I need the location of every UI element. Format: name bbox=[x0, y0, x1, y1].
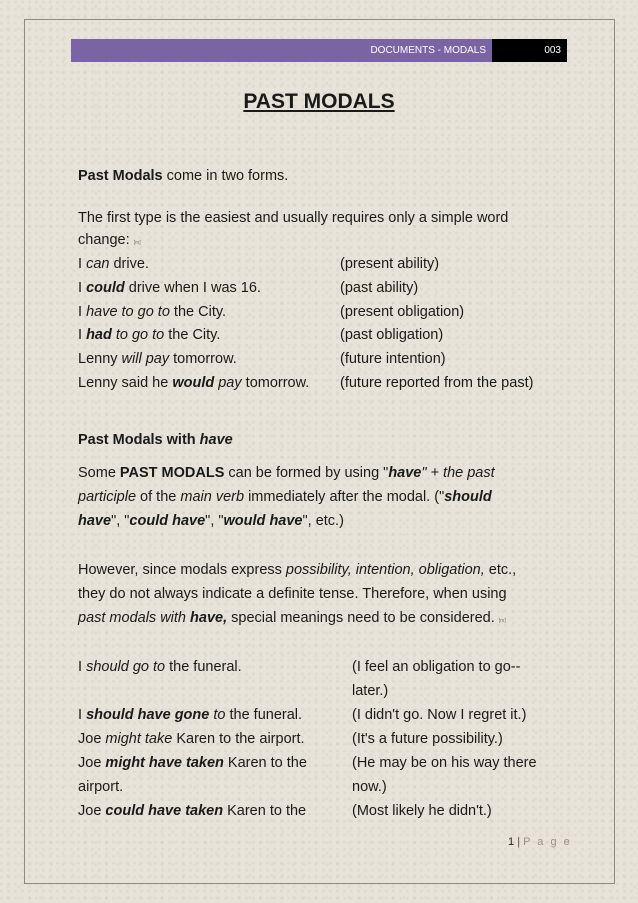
example2-row: Joe might have taken Karen to the bbox=[78, 755, 307, 771]
intro-paragraph-line2: change: [m] bbox=[78, 232, 141, 248]
intro-lead: Past Modals come in two forms. bbox=[78, 168, 289, 184]
example1-row: I could drive when I was 16. bbox=[78, 280, 261, 296]
example1-note: (past ability) bbox=[340, 280, 419, 296]
example2-row: Joe might take Karen to the airport. bbox=[78, 731, 305, 747]
example1-row: I had to go to the City. bbox=[78, 327, 221, 343]
example2-note: (It's a future possibility.) bbox=[352, 731, 503, 747]
footer-page-number: 1 bbox=[508, 836, 515, 848]
page-footer bbox=[508, 836, 572, 848]
example2-note: (He may be on his way there bbox=[352, 755, 537, 771]
footer-separator: | bbox=[517, 836, 521, 848]
header-page-code: 003 bbox=[492, 39, 567, 62]
paragraph3-line3: past modals with have, special meanings need to be considered. [m] bbox=[78, 610, 506, 626]
footer-page-word: P a g e bbox=[523, 836, 572, 848]
page-title: PAST MODALS bbox=[243, 90, 395, 113]
paragraph2-line1: Some PAST MODALS can be formed by using "have" + the past bbox=[78, 465, 495, 481]
example2-row: I should go to the funeral. bbox=[78, 659, 242, 675]
header-section-label: DOCUMENTS - MODALS bbox=[71, 39, 492, 62]
paragraph3-line1: However, since modals express possibility, intention, obligation, etc., bbox=[78, 562, 517, 578]
example2-note: (Most likely he didn't.) bbox=[352, 803, 492, 819]
example2-row: Joe could have taken Karen to the bbox=[78, 803, 307, 819]
example1-note: (present ability) bbox=[340, 256, 440, 272]
example2-note-cont: later.) bbox=[352, 683, 389, 699]
example1-note: (past obligation) bbox=[340, 327, 444, 343]
paragraph2-line2: participle of the main verb immediately after the modal. ("should bbox=[78, 489, 492, 505]
example1-row: I can drive. bbox=[78, 256, 149, 272]
example2-note: (I didn't go. Now I regret it.) bbox=[352, 707, 527, 723]
example2-row-cont: airport. bbox=[78, 779, 124, 795]
example2-row: I should have gone to the funeral. bbox=[78, 707, 303, 723]
example1-row: Lenny said he would pay tomorrow. bbox=[78, 375, 310, 391]
example1-note: (future intention) bbox=[340, 351, 446, 367]
example1-row: Lenny will pay tomorrow. bbox=[78, 351, 237, 367]
intro-paragraph-line1: The first type is the easiest and usually requires only a simple word bbox=[78, 210, 509, 226]
example2-note: (I feel an obligation to go-- bbox=[352, 659, 521, 675]
paragraph3-line2: they do not always indicate a definite tense. Therefore, when using bbox=[78, 586, 507, 602]
paragraph2-line3: have", "could have", "would have", etc.) bbox=[78, 513, 344, 529]
example1-row: I have to go to the City. bbox=[78, 304, 227, 320]
example1-note: (future reported from the past) bbox=[340, 375, 534, 391]
section-heading: Past Modals with have bbox=[78, 432, 233, 448]
example2-note-cont: now.) bbox=[352, 779, 387, 795]
example1-note: (present obligation) bbox=[340, 304, 465, 320]
